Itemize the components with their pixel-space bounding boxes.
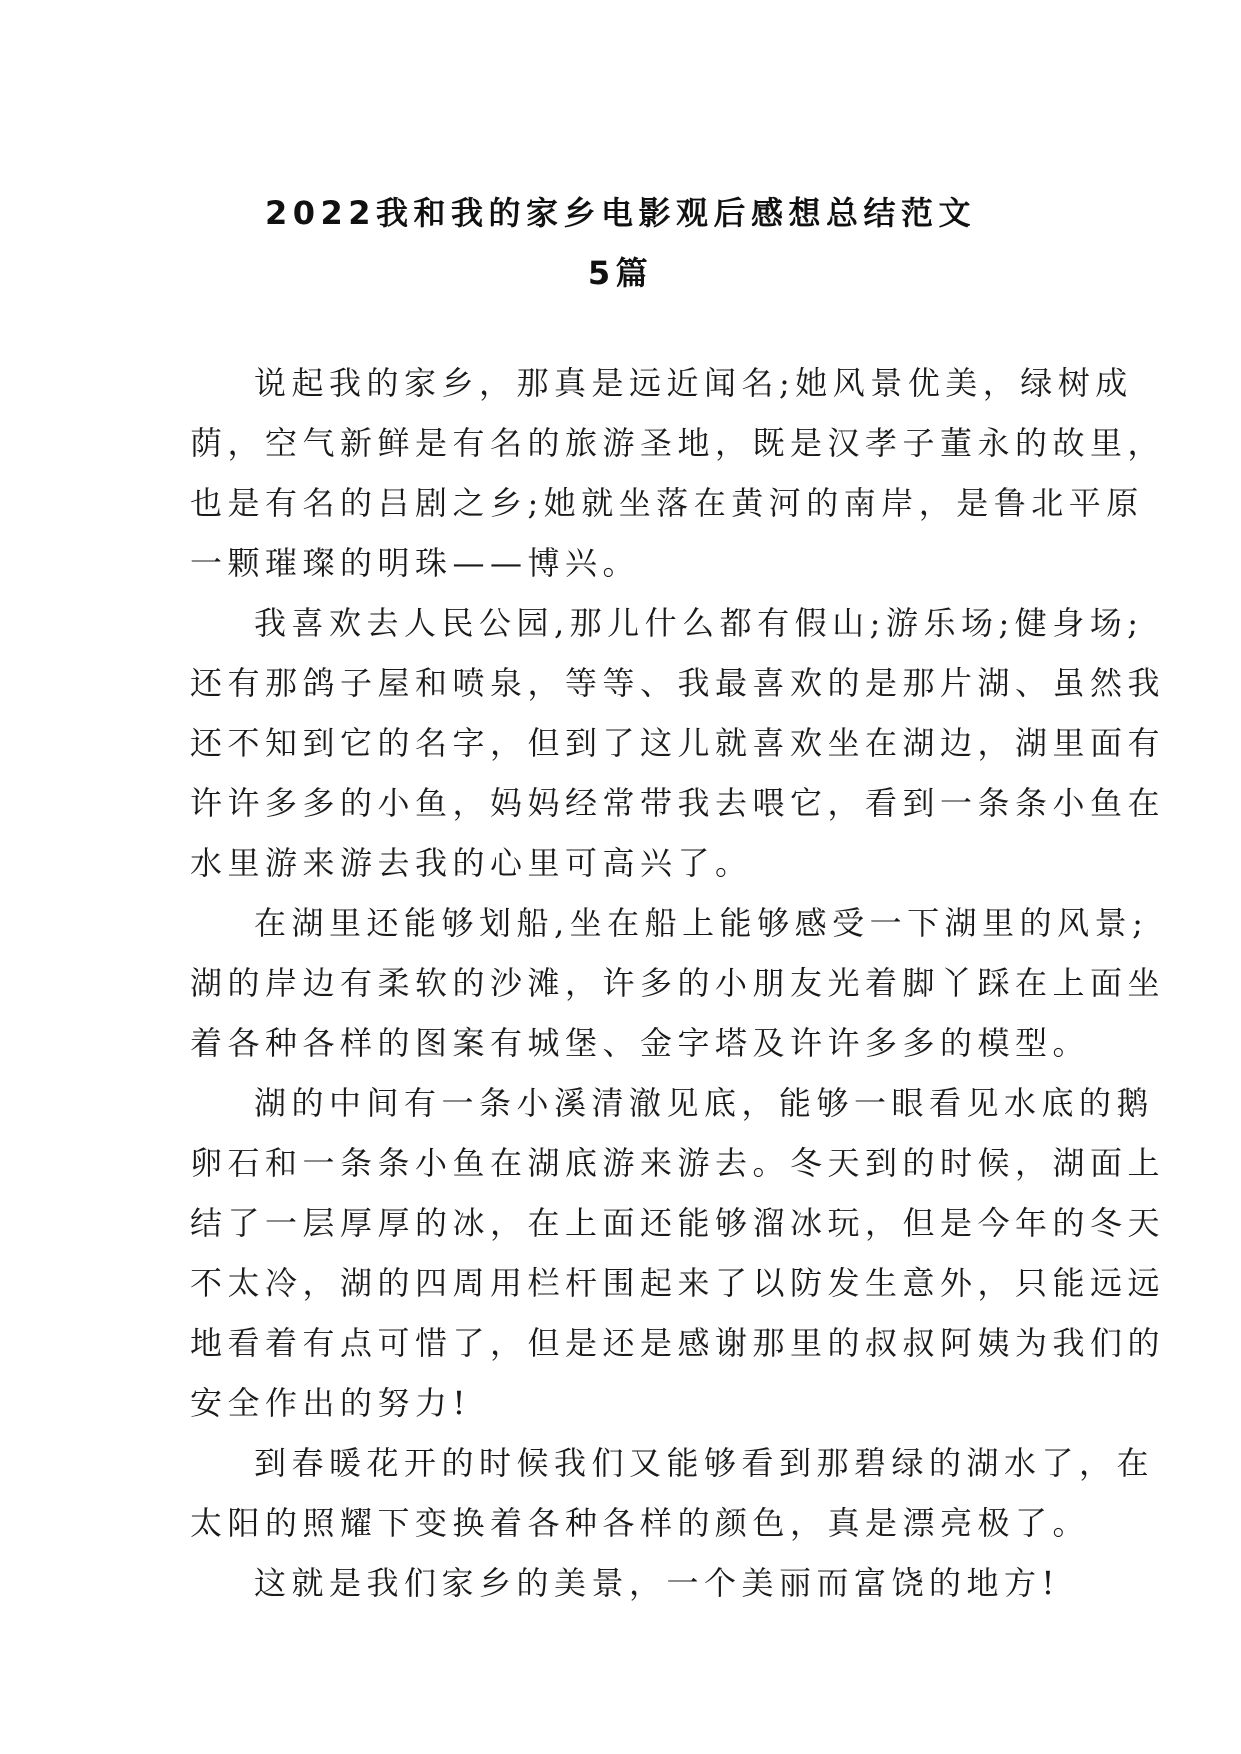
document-body	[190, 353, 1166, 1613]
text-line: 湖的岸边有柔软的沙滩，许多的小朋友光着脚丫踩在上面坐	[190, 964, 1166, 1002]
paragraph	[190, 353, 1166, 593]
paragraph	[190, 1433, 1155, 1553]
text-line: 还有那鸽子屋和喷泉，等等、我最喜欢的是那片湖、虽然我	[190, 664, 1166, 702]
title-line: 5篇	[587, 254, 654, 293]
text-line: 也是有名的吕剧之乡;她就坐落在黄河的南岸，是鲁北平原	[190, 484, 1144, 522]
paragraph	[190, 1553, 1060, 1613]
paragraph	[190, 1073, 1166, 1433]
text-line: 还不知到它的名字，但到了这儿就喜欢坐在湖边，湖里面有	[190, 724, 1166, 762]
text-line: 一颗璀璨的明珠——博兴。	[190, 544, 641, 582]
text-line: 卵石和一条条小鱼在湖底游来游去。冬天到的时候，湖面上	[190, 1144, 1166, 1182]
text-line: 湖的中间有一条小溪清澈见底，能够一眼看见水底的鹅	[254, 1084, 1155, 1122]
document-title	[150, 183, 1091, 303]
text-line: 太阳的照耀下变换着各种各样的颜色，真是漂亮极了。	[190, 1504, 1091, 1542]
text-line: 在湖里还能够划船,坐在船上能够感受一下湖里的风景;	[254, 904, 1149, 942]
text-line: 到春暖花开的时候我们又能够看到那碧绿的湖水了，在	[254, 1444, 1155, 1482]
text-line: 许许多多的小鱼，妈妈经常带我去喂它，看到一条条小鱼在	[190, 784, 1166, 822]
title-line: 2022我和我的家乡电影观后感想总结范文	[264, 194, 977, 233]
text-line: 着各种各样的图案有城堡、金字塔及许许多多的模型。	[190, 1024, 1091, 1062]
paragraph	[190, 593, 1166, 893]
text-line: 安全作出的努力!	[190, 1384, 471, 1422]
text-line: 我喜欢去人民公园,那儿什么都有假山;游乐场;健身场;	[254, 604, 1144, 642]
text-line: 这就是我们家乡的美景，一个美丽而富饶的地方!	[254, 1564, 1060, 1602]
text-line: 说起我的家乡，那真是远近闻名;她风景优美，绿树成	[254, 364, 1133, 402]
text-line: 地看着有点可惜了，但是还是感谢那里的叔叔阿姨为我们的	[190, 1324, 1166, 1362]
text-line: 结了一层厚厚的冰，在上面还能够溜冰玩，但是今年的冬天	[190, 1204, 1166, 1242]
paragraph	[190, 893, 1166, 1073]
text-line: 不太冷，湖的四周用栏杆围起来了以防发生意外，只能远远	[190, 1264, 1166, 1302]
text-line: 水里游来游去我的心里可高兴了。	[190, 844, 753, 882]
text-line: 荫，空气新鲜是有名的旅游圣地，既是汉孝子董永的故里，	[190, 424, 1166, 462]
